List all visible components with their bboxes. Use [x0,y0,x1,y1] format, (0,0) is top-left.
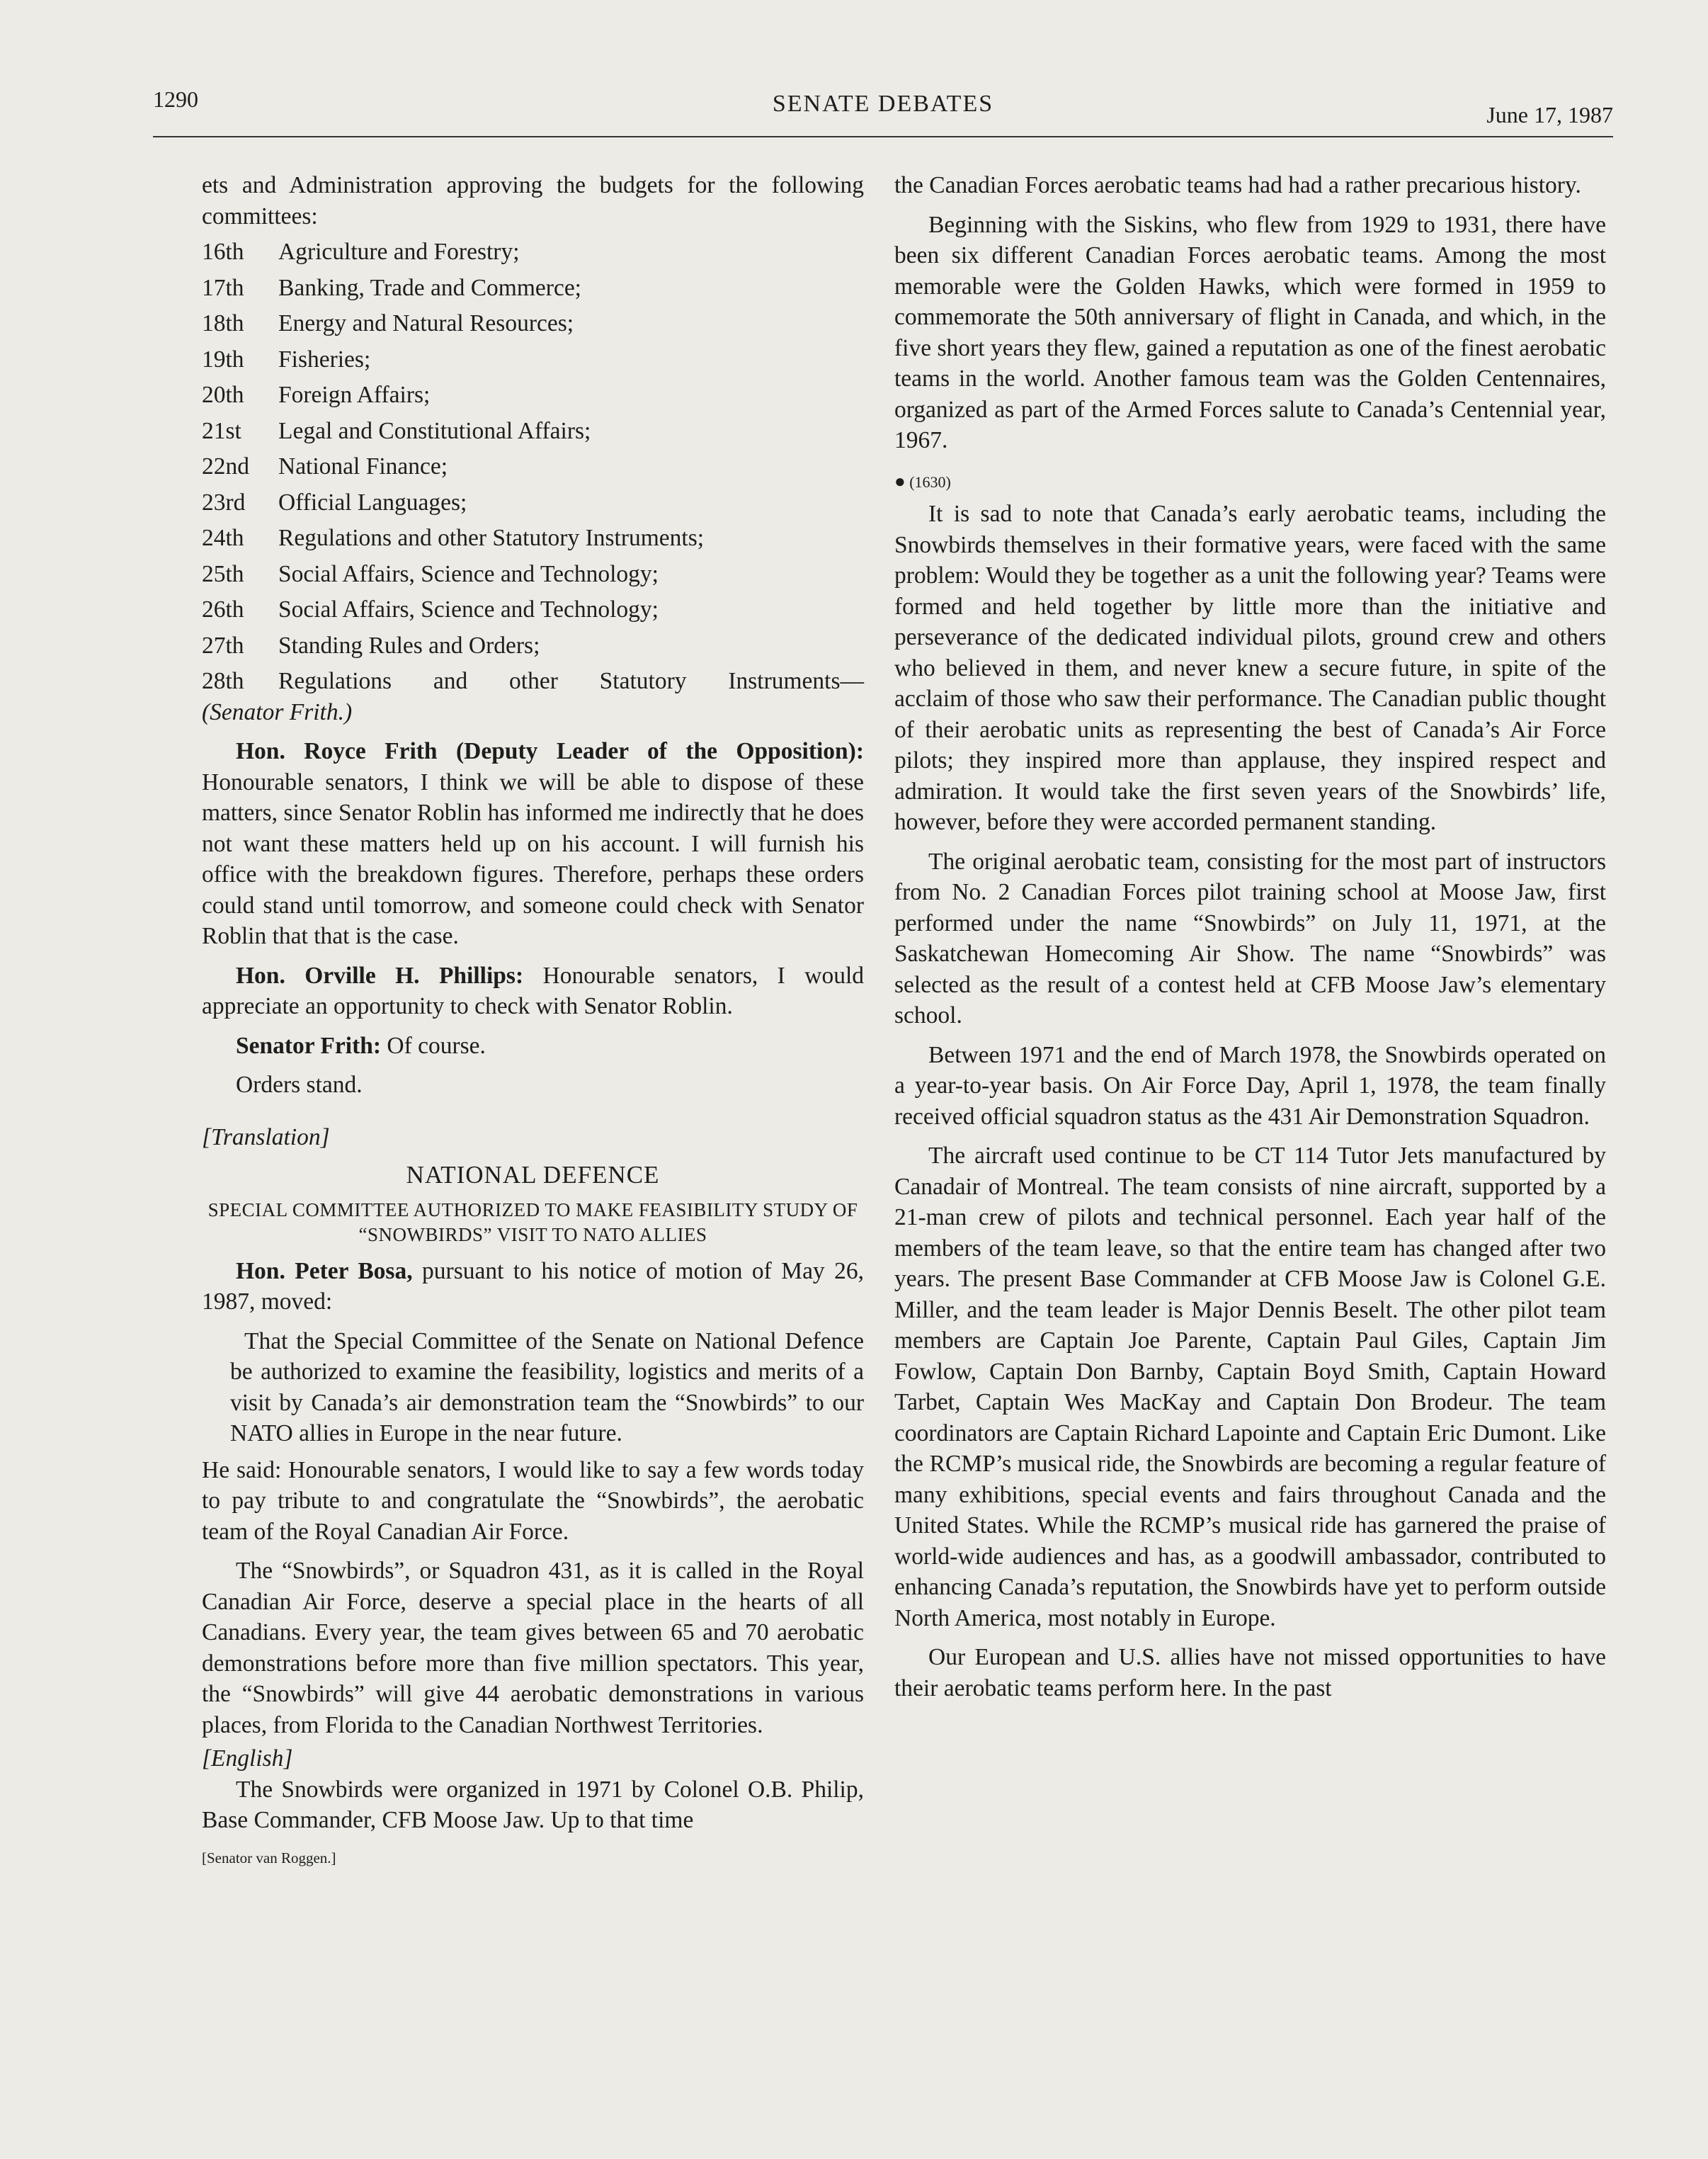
english-tag: [English] [202,1745,293,1772]
list-item: 24th Regulations and other Statutory Instruments; [202,525,705,551]
committee-intro: ets and Administration approving the budgets for the following committees: [202,172,864,230]
bosa-motion-intro: Hon. Peter Bosa, pursuant to his notice of motion of May 26, 1987, moved: [202,1257,865,1315]
paragraph: The Snowbirds were organized in 1971 by Colonel O.B. Philip, Base Commander, CFB Moose Jaw. Up to that time [202,1776,864,1833]
issue-date: June 17, 1987 [1486,102,1613,128]
list-item: 17th Banking, Trade and Commerce; [202,274,581,301]
paragraph: the Canadian Forces aerobatic teams had had a rather precarious history. [894,172,1581,198]
translation-tag: [Translation] [202,1123,330,1150]
paragraph: Beginning with the Siskins, who flew from 1929 to 1931, there have been six different Canadian Forces aerobatic teams. Among the most memorable were the Golden Hawks, which were formed in 1959 to commemorate the 50th anniversary of flight in Canada, and which, in the five short years they flew, gained a reputation as one of the finest aerobatic teams in the world. Another famous team was the Golden Centennaires, organized as part of the Armed Forces salute to Canada’s Centennial year, 1967. [894,211,1606,453]
list-item: 26th Social Affairs, Science and Technology; [202,596,659,623]
list-item: 19th Fisheries; [202,346,371,373]
speaker-name: Hon. Royce Frith (Deputy Leader of the Opposition): [236,738,864,764]
left-column [202,170,864,1874]
list-item: 25th Social Affairs, Science and Technology; [202,560,659,587]
paragraph: The “Snowbirds”, or Squadron 431, as it is called in the Royal Canadian Air Force, deserve a special place in the hearts of all Canadians. Every year, the team gives between 65 and 70 aerobatic demonstrations before more than five million spectators. This year, the “Snowbirds” will give 44 aerobatic demonstrations in various places, from Florida to the Canadian Northwest Territories. [202,1558,864,1738]
speaker-name: Hon. Orville H. Phillips: [236,962,524,989]
list-item: 18th Energy and Natural Resources; [202,310,574,336]
orders-stand: Orders stand. [236,1072,363,1098]
page-header [153,86,1613,137]
list-item: 16th Agriculture and Forestry; [202,239,520,265]
speaker-name: Senator Frith: [236,1032,382,1059]
list-item: 27th Standing Rules and Orders; [202,632,540,659]
list-item: 22nd National Finance; [202,453,448,480]
phillips-statement: Hon. Orville H. Phillips: Honourable senators, I would appreciate an opportunity to check with Senator Roblin. [202,962,864,1019]
publication-title: SENATE DEBATES [772,91,994,117]
committee-attribution: (Senator Frith.) [202,698,353,725]
time-marker: ● (1630) [894,470,951,492]
list-item: 20th Foreign Affairs; [202,382,431,408]
speaker-name: Hon. Peter Bosa, [236,1257,413,1284]
right-column [894,170,1606,1704]
frith-reply: Senator Frith: Of course. [236,1032,486,1059]
motion-text: That the Special Committee of the Senate on National Defence be authorized to examine the feasibility, logistics and merits of a visit by Canada’s air demonstration team the “Snowbirds” to our NATO allies in Europe in the near future. [230,1327,864,1446]
paragraph: Our European and U.S. allies have not missed opportunities to have their aerobatic teams perform here. In the past [894,1644,1606,1701]
paragraph: It is sad to note that Canada’s early aerobatic teams, including the Snowbirds themselves in their formative years, were faced with the same problem: Would they be together as a unit the following year? Teams were formed and held together by little more than the initiative and perseverance of the dedicated individual pilots, ground crew and others who believed in them, and never knew a secure future, in spite of the acclaim of those who saw their performance. The Canadian public thought of their aerobatic units as representing the best of Canada’s Air Force pilots; they inspired more than applause, they inspired respect and admiration. It would take the first seven years of the Snowbirds’ life, however, before they were accorded permanent standing. [894,501,1606,835]
bullet-icon: ● [894,470,906,492]
committee-list [202,237,864,727]
paragraph: Between 1971 and the end of March 1978, the Snowbirds operated on a year-to-year basis. On Air Force Day, April 1, 1978, the team finally received official squadron status as the 431 Air Demonstration Squadron. [894,1041,1606,1130]
list-item: 28th Regulations and other Statutory Instruments— [202,668,864,694]
footnote: [Senator van Roggen.] [202,1849,336,1866]
paragraph: The aircraft used continue to be CT 114 Tutor Jets manufactured by Canadair of Montreal. The team consists of nine aircraft, supported by a 21-man crew of pilots and technical personnel. Each year half of the members of the team leave, so that the entire team has changed after two years. The present Base Commander at CFB Moose Jaw is Colonel G.E. Miller, and the team leader is Major Dennis Beselt. The other pilot team members are Captain Joe Parente, Captain Paul Giles, Captain Jim Fowlow, Captain Don Barnby, Captain Boyd Smith, Captain Howard Tarbet, Captain Wes MacKay and Captain Don Brodeur. The team coordinators are Captain Richard Lapointe and Captain Eric Dumont. Like the RCMP’s musical ride, the Snowbirds are becoming a regular feature of many exhibitions, special events and fairs throughout Canada and the United States. While the RCMP’s musical ride has garnered the praise of world-wide audiences and has, as a goodwill ambassador, contributed to enhancing Canada’s reputation, the Snowbirds have yet to perform outside North America, most notably in Europe. [894,1143,1606,1631]
paragraph: He said: Honourable senators, I would like to say a few words today to pay tribute to and congratulate the “Snowbirds”, the aerobatic team of the Royal Canadian Air Force. [202,1456,864,1545]
page-number: 1290 [153,86,198,112]
frith-statement: Hon. Royce Frith (Deputy Leader of the Opposition): Honourable senators, I think we will be able to dispose of these matters, since Senator Roblin has informed me indirectly that he does not want these matters held up on his account. I will furnish his office with the breakdown figures. Therefore, perhaps these orders could stand until tomorrow, and someone could check with Senator Roblin that that is the case. [202,738,864,949]
paragraph: The original aerobatic team, consisting for the most part of instructors from No. 2 Canadian Forces pilot training school at Moose Jaw, first performed under the name “Snowbirds” on July 11, 1971, at the Saskatchewan Homecoming Air Show. The name “Snowbirds” was selected as the result of a contest held at CFB Moose Jaw’s elementary school. [894,848,1606,1028]
list-item: 23rd Official Languages; [202,489,467,516]
section-subheading: SPECIAL COMMITTEE AUTHORIZED TO MAKE FEASIBILITY STUDY OF “SNOWBIRDS” VISIT TO NATO ALLIES [207,1198,858,1245]
list-item: 21st Legal and Constitutional Affairs; [202,417,591,444]
section-heading: NATIONAL DEFENCE [406,1161,660,1189]
